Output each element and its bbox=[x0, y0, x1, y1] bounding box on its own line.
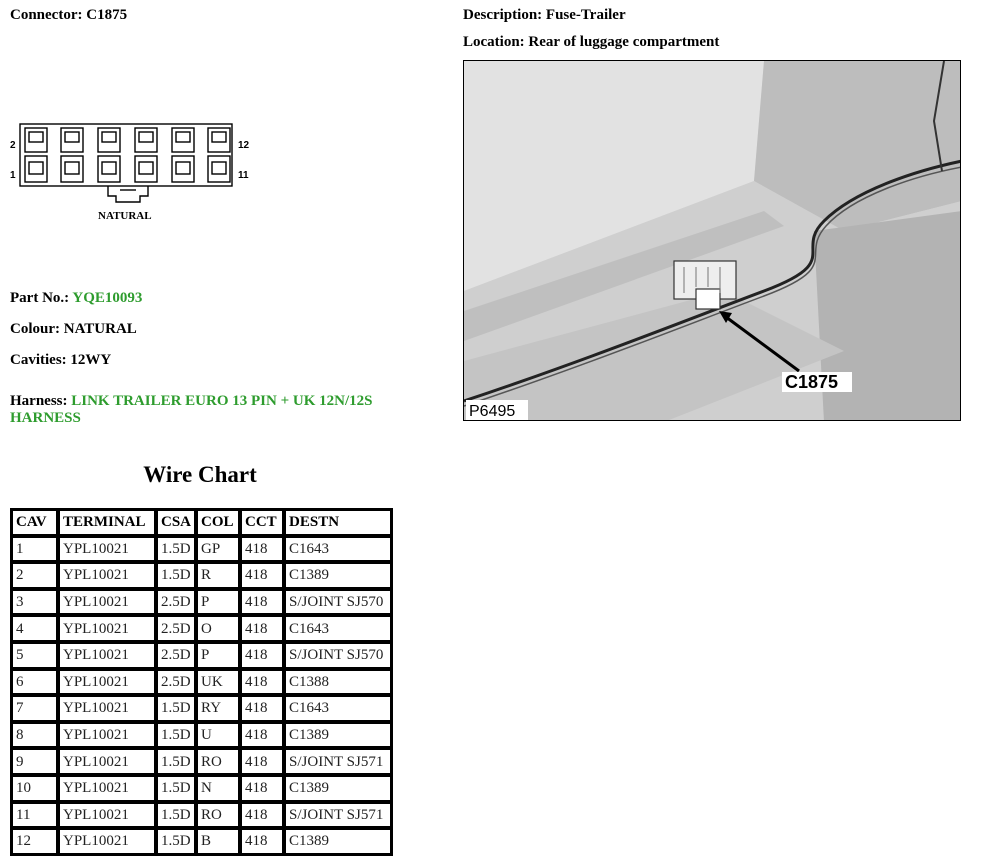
cell-cct: 418 bbox=[241, 616, 283, 641]
cavity-column-3 bbox=[98, 128, 120, 182]
pin-label-1: 1 bbox=[10, 170, 16, 181]
cell-csa: 2.5D bbox=[157, 590, 195, 615]
wire-chart-title: Wire Chart bbox=[143, 462, 257, 487]
cell-cav: 7 bbox=[12, 696, 57, 721]
cell-col: RO bbox=[197, 749, 239, 774]
cell-cct: 418 bbox=[241, 590, 283, 615]
cell-csa: 1.5D bbox=[157, 696, 195, 721]
cell-destn: C1389 bbox=[285, 776, 391, 801]
location-value: Rear of luggage compartment bbox=[528, 34, 720, 50]
cell-cct: 418 bbox=[241, 829, 283, 854]
cell-csa: 1.5D bbox=[157, 803, 195, 828]
header-cav: CAV bbox=[12, 510, 57, 535]
cell-cav: 10 bbox=[12, 776, 57, 801]
cell-cav: 12 bbox=[12, 829, 57, 854]
cell-cct: 418 bbox=[241, 696, 283, 721]
harness-value-line2[interactable]: HARNESS bbox=[10, 410, 81, 426]
location-label: Location: bbox=[463, 34, 525, 50]
cavity-column-4 bbox=[135, 128, 157, 182]
part-number bbox=[10, 290, 142, 307]
cavities bbox=[10, 352, 111, 369]
pin-label-11: 11 bbox=[238, 170, 249, 181]
table-row bbox=[12, 563, 391, 588]
colour-value: NATURAL bbox=[63, 321, 137, 337]
location-heading bbox=[463, 34, 719, 51]
table-row bbox=[12, 670, 391, 695]
table-row bbox=[12, 616, 391, 641]
cell-col: RY bbox=[197, 696, 239, 721]
harness bbox=[10, 393, 372, 427]
description-label: Description: bbox=[463, 7, 543, 23]
harness-value-line1[interactable]: LINK TRAILER EURO 13 PIN + UK 12N/12S bbox=[71, 393, 373, 409]
cell-col: O bbox=[197, 616, 239, 641]
cell-cav: 9 bbox=[12, 749, 57, 774]
description-heading bbox=[463, 7, 626, 24]
cell-cav: 2 bbox=[12, 563, 57, 588]
cell-col: U bbox=[197, 723, 239, 748]
cell-col: GP bbox=[197, 537, 239, 562]
cell-destn: C1389 bbox=[285, 563, 391, 588]
connector-label: Connector: bbox=[10, 7, 83, 23]
cell-col: UK bbox=[197, 670, 239, 695]
table-row bbox=[12, 829, 391, 854]
table-row bbox=[12, 776, 391, 801]
table-row bbox=[12, 749, 391, 774]
cell-csa: 2.5D bbox=[157, 670, 195, 695]
cell-col: B bbox=[197, 829, 239, 854]
table-row bbox=[12, 537, 391, 562]
cell-col: N bbox=[197, 776, 239, 801]
header-terminal: TERMINAL bbox=[59, 510, 155, 535]
cell-cav: 1 bbox=[12, 537, 57, 562]
cell-csa: 2.5D bbox=[157, 643, 195, 668]
cell-terminal: YPL10021 bbox=[59, 537, 155, 562]
cell-destn: S/JOINT SJ571 bbox=[285, 749, 391, 774]
pin-label-2: 2 bbox=[10, 140, 16, 151]
cell-csa: 1.5D bbox=[157, 537, 195, 562]
location-photo bbox=[463, 60, 961, 421]
location-illustration bbox=[464, 61, 961, 421]
cell-cct: 418 bbox=[241, 723, 283, 748]
cell-destn: C1643 bbox=[285, 696, 391, 721]
cell-col: P bbox=[197, 590, 239, 615]
header-destn: DESTN bbox=[285, 510, 391, 535]
cell-cct: 418 bbox=[241, 537, 283, 562]
cavity-column-6 bbox=[208, 128, 230, 182]
cell-destn: C1389 bbox=[285, 829, 391, 854]
header-cct: CCT bbox=[241, 510, 283, 535]
colour-label: Colour: bbox=[10, 321, 60, 337]
cell-cct: 418 bbox=[241, 749, 283, 774]
wire-chart-table bbox=[10, 508, 393, 856]
photo-ref: P6495 bbox=[469, 403, 516, 420]
cell-terminal: YPL10021 bbox=[59, 776, 155, 801]
connector-value: C1875 bbox=[86, 7, 128, 23]
connector-body bbox=[20, 124, 232, 186]
cell-cav: 3 bbox=[12, 590, 57, 615]
part-number-label: Part No.: bbox=[10, 290, 70, 306]
cell-terminal: YPL10021 bbox=[59, 616, 155, 641]
diagram-colour-label: NATURAL bbox=[98, 210, 152, 222]
cell-col: RO bbox=[197, 803, 239, 828]
cell-col: P bbox=[197, 643, 239, 668]
cell-csa: 2.5D bbox=[157, 616, 195, 641]
cell-terminal: YPL10021 bbox=[59, 563, 155, 588]
harness-label: Harness: bbox=[10, 393, 68, 409]
cell-cav: 4 bbox=[12, 616, 57, 641]
cavities-label: Cavities: bbox=[10, 352, 67, 368]
cell-csa: 1.5D bbox=[157, 563, 195, 588]
cell-cav: 11 bbox=[12, 803, 57, 828]
cell-terminal: YPL10021 bbox=[59, 696, 155, 721]
header-col: COL bbox=[197, 510, 239, 535]
connector-latch bbox=[108, 186, 148, 202]
cell-cct: 418 bbox=[241, 643, 283, 668]
cell-terminal: YPL10021 bbox=[59, 670, 155, 695]
cell-destn: S/JOINT SJ570 bbox=[285, 643, 391, 668]
cell-destn: S/JOINT SJ570 bbox=[285, 590, 391, 615]
table-header-row bbox=[12, 510, 391, 535]
connector-heading bbox=[10, 7, 127, 24]
table-row bbox=[12, 590, 391, 615]
cell-cav: 5 bbox=[12, 643, 57, 668]
cell-terminal: YPL10021 bbox=[59, 590, 155, 615]
table-row bbox=[12, 803, 391, 828]
cell-destn: C1388 bbox=[285, 670, 391, 695]
part-number-value[interactable]: YQE10093 bbox=[72, 290, 143, 306]
cell-csa: 1.5D bbox=[157, 829, 195, 854]
cell-destn: C1643 bbox=[285, 537, 391, 562]
cell-cct: 418 bbox=[241, 563, 283, 588]
cell-cct: 418 bbox=[241, 776, 283, 801]
connector-face-diagram bbox=[8, 118, 258, 226]
cavity-column-5 bbox=[172, 128, 194, 182]
colour bbox=[10, 321, 137, 338]
cell-destn: C1643 bbox=[285, 616, 391, 641]
photo-callout: C1875 bbox=[785, 372, 839, 392]
cell-terminal: YPL10021 bbox=[59, 749, 155, 774]
cell-cav: 6 bbox=[12, 670, 57, 695]
table-row bbox=[12, 643, 391, 668]
cell-destn: S/JOINT SJ571 bbox=[285, 803, 391, 828]
cavity-column-1 bbox=[25, 128, 47, 182]
cell-terminal: YPL10021 bbox=[59, 723, 155, 748]
description-value: Fuse-Trailer bbox=[545, 7, 626, 23]
cell-cct: 418 bbox=[241, 803, 283, 828]
table-row bbox=[12, 696, 391, 721]
cell-csa: 1.5D bbox=[157, 776, 195, 801]
cell-csa: 1.5D bbox=[157, 749, 195, 774]
table-row bbox=[12, 723, 391, 748]
header-csa: CSA bbox=[157, 510, 195, 535]
cell-col: R bbox=[197, 563, 239, 588]
cell-terminal: YPL10021 bbox=[59, 829, 155, 854]
cell-csa: 1.5D bbox=[157, 723, 195, 748]
cavities-value: 12WY bbox=[70, 352, 112, 368]
cell-cav: 8 bbox=[12, 723, 57, 748]
cell-terminal: YPL10021 bbox=[59, 803, 155, 828]
cell-cct: 418 bbox=[241, 670, 283, 695]
cell-terminal: YPL10021 bbox=[59, 643, 155, 668]
cell-destn: C1389 bbox=[285, 723, 391, 748]
pin-label-12: 12 bbox=[238, 140, 250, 151]
cavity-column-2 bbox=[61, 128, 83, 182]
